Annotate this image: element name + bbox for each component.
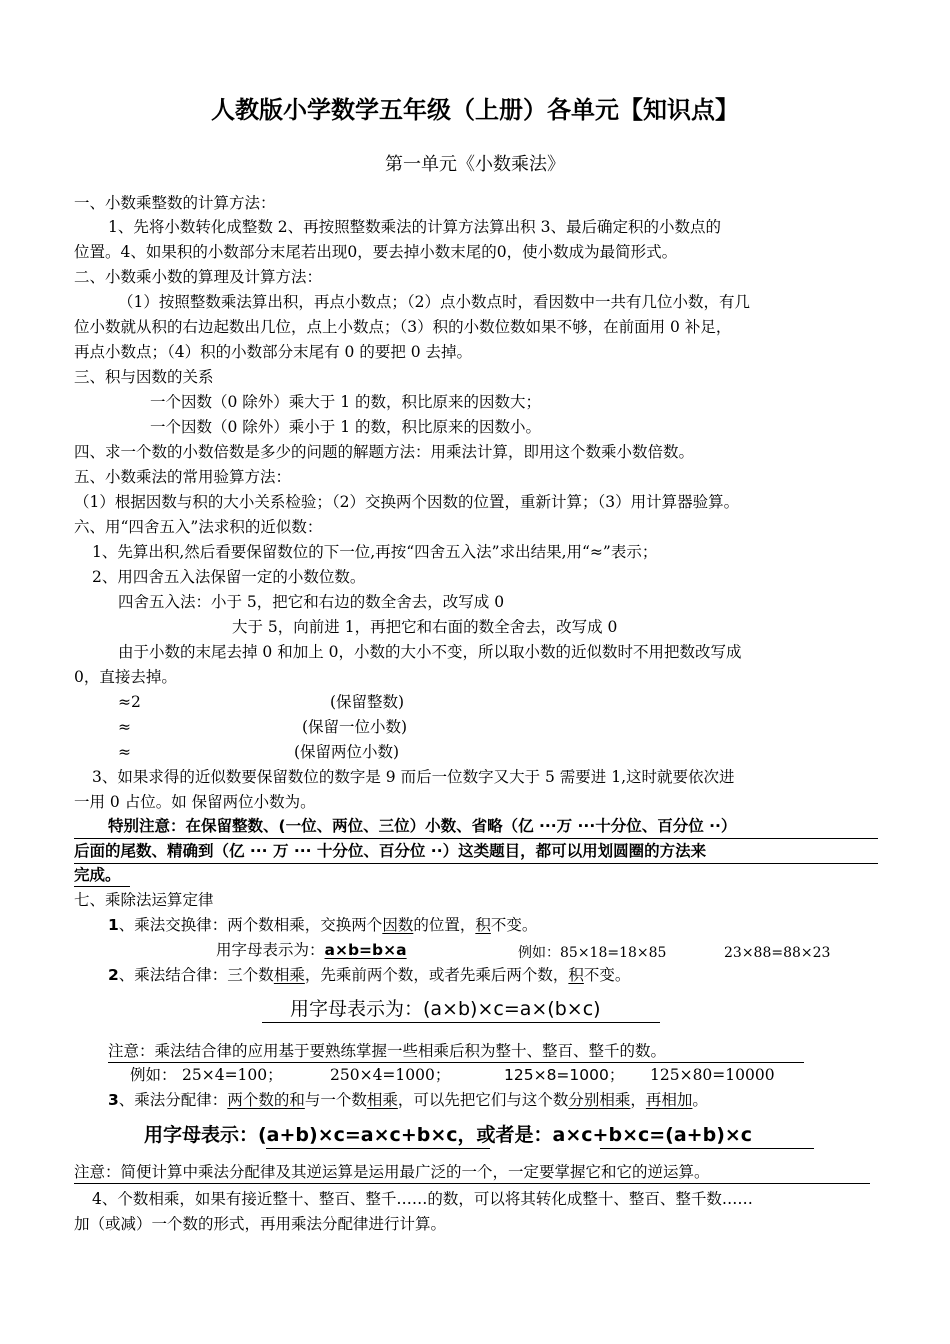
- section-5-line-1: （1）根据因数与积的大小关系检验；（2）交换两个因数的位置，重新计算；（3）用计算器验算。: [74, 493, 740, 511]
- special-note-underline-3: [74, 886, 130, 887]
- section-6-rounding-rule-2: 大于 5，向前进 1，再把它和右面的数全舍去，改写成 0: [232, 618, 618, 636]
- section-3-line-2: 一个因数（0 除外）乘小于 1 的数，积比原来的因数小。: [150, 418, 542, 436]
- section-6-line-6: 0，直接去掉。: [74, 668, 177, 686]
- section-1-line-2: 位置。4、如果积的小数部分末尾若出现0，要去掉小数末尾的0，使小数成为最简形式。: [74, 243, 678, 261]
- section-6-line-2: 2、用四舍五入法保留一定的小数位数。: [92, 568, 366, 586]
- law-3-note-underline: [74, 1183, 870, 1184]
- law-1-commutative: 1、乘法交换律：两个数相乘，交换两个因数的位置，积不变。: [108, 916, 538, 934]
- law-3-note: 注意：简便计算中乘法分配律及其逆运算是运用最广泛的一个，一定要掌握它和它的逆运算。: [74, 1163, 710, 1181]
- section-1-heading: 一、小数乘整数的计算方法：: [74, 194, 276, 212]
- section-3-line-1: 一个因数（0 除外）乘大于 1 的数，积比原来的因数大；: [150, 393, 542, 411]
- section-6-rounding-rule-1: 四舍五入法：小于 5，把它和右边的数全舍去，改写成 0: [118, 593, 505, 611]
- law-1-example-2: 23×88=88×23: [724, 945, 831, 961]
- section-5-heading: 五、小数乘法的常用验算方法：: [74, 468, 292, 486]
- document-title: 人教版小学数学五年级（上册）各单元【知识点】: [211, 96, 739, 124]
- section-6-line-7: 3、如果求得的近似数要保留数位的数字是 9 而后一位数字又大于 5 需要进 1,这时就要依次进: [92, 768, 735, 786]
- law-2-example-4: 125×80=10000: [650, 1066, 775, 1084]
- section-2-heading: 二、小数乘小数的算理及计算方法：: [74, 268, 323, 286]
- law-2-example-3: 125×8=1000；: [504, 1066, 625, 1084]
- law-3-distributive: 3、乘法分配律：两个数的和与一个数相乘，可以先把它们与这个数分别相乘，再相加。: [108, 1091, 708, 1109]
- law-3-formula-underline-2: [600, 1148, 814, 1149]
- special-note-line-1: 特别注意：在保留整数、(一位、两位、三位）小数、省略（亿 ···万 ···十分位、百分位 ··）: [108, 817, 737, 835]
- special-note-underline-1: [74, 838, 878, 839]
- section-2-line-3: 再点小数点；（4）积的小数部分末尾有 0 的要把 0 去掉。: [74, 343, 473, 361]
- law-3-formula: 用字母表示：(a+b)×c=a×c+b×c，或者是：a×c+b×c=(a+b)×c: [144, 1124, 753, 1146]
- law-2-associative: 2、乘法结合律：三个数相乘，先乘前两个数，或者先乘后两个数，积不变。: [108, 966, 631, 984]
- section-6-line-1: 1、先算出积,然后看要保留数位的下一位,再按“四舍五入法”求出结果,用“≈”表示；: [92, 543, 658, 561]
- law-4-line-2: 加（或减）一个数的形式，再用乘法分配律进行计算。: [74, 1215, 447, 1233]
- law-3-formula-underline-1: [266, 1148, 490, 1149]
- law-2-note-underline: [108, 1062, 804, 1063]
- special-note-underline-2: [74, 863, 878, 864]
- section-3-heading: 三、积与因数的关系: [74, 368, 214, 386]
- section-2-line-1: （1）按照整数乘法算出积，再点小数点；（2）点小数点时，看因数中一共有几位小数，有几: [118, 293, 750, 311]
- law-1-example: 例如：85×18=18×85: [518, 945, 667, 961]
- section-6-heading: 六、用“四舍五入”法求积的近似数：: [74, 518, 323, 536]
- section-6-line-5: 由于小数的末尾去掉 0 和加上 0，小数的大小不变，所以取小数的近似数时不用把数改写成: [118, 643, 742, 661]
- special-note-line-3: 完成。: [74, 866, 121, 884]
- approx-note-1: (保留整数): [330, 693, 405, 711]
- law-2-formula: 用字母表示为：(a×b)×c=a×(b×c): [290, 998, 601, 1020]
- section-4-heading: 四、求一个数的小数倍数是多少的问题的解题方法：用乘法计算，即用这个数乘小数倍数。: [74, 443, 695, 461]
- law-4-line-1: 4、个数相乘，如果有接近整十、整百、整千……的数，可以将其转化成整十、整百、整千数……: [92, 1190, 753, 1208]
- approx-symbol-3: ≈: [118, 743, 131, 761]
- law-2-example-2: 250×4=1000；: [330, 1066, 451, 1084]
- special-note-line-2: 后面的尾数、精确到（亿 ··· 万 ··· 十分位、百分位 ··）这类题目，都可以用划圆圈的方法来: [74, 842, 707, 860]
- approx-note-3: (保留两位小数): [294, 743, 400, 761]
- section-6-line-8: 一用 0 占位。如 保留两位小数为。: [74, 793, 316, 811]
- law-2-formula-underline: [262, 1022, 660, 1023]
- approx-symbol-2: ≈: [118, 718, 131, 736]
- law-2-example-1: 25×4=100；: [182, 1066, 283, 1084]
- unit-title: 第一单元《小数乘法》: [385, 154, 565, 175]
- approx-note-2: (保留一位小数): [302, 718, 408, 736]
- section-2-line-2: 位小数就从积的右边起数出几位，点上小数点；（3）积的小数位数如果不够，在前面用 0 补足，: [74, 318, 732, 336]
- law-2-example-label: 例如：: [130, 1066, 177, 1084]
- law-1-letter-form: 用字母表示为：a×b=b×a: [216, 941, 407, 959]
- approx-symbol-1: ≈2: [118, 693, 141, 711]
- section-1-line-1: 1、先将小数转化成整数 2、再按照整数乘法的计算方法算出积 3、最后确定积的小数点的: [108, 218, 721, 236]
- law-2-note: 注意：乘法结合律的应用基于要熟练掌握一些相乘后积为整十、整百、整千的数。: [108, 1042, 667, 1060]
- section-7-heading: 七、乘除法运算定律: [74, 891, 214, 909]
